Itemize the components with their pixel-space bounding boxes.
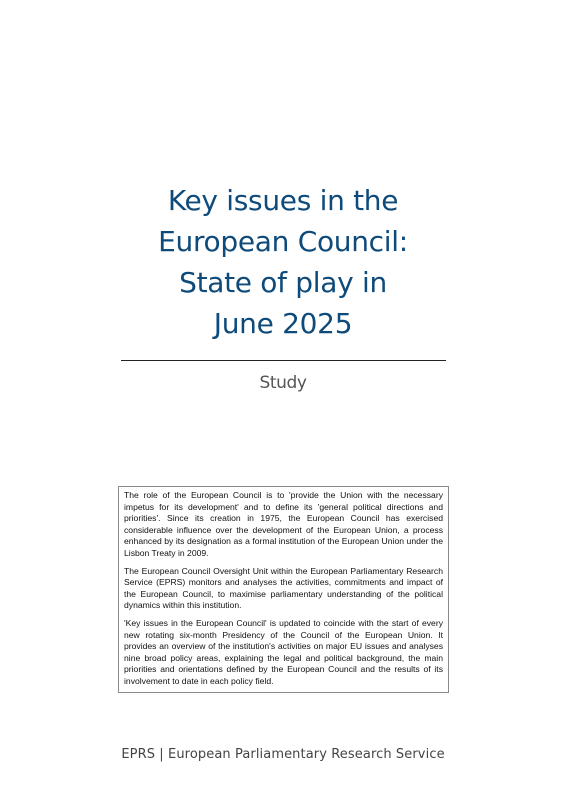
- document-type-label: Study: [259, 373, 307, 393]
- abstract-paragraph: 'Key issues in the European Council' is updated to coincide with the start of every new rotating six-month Presidency of the Council of the European Union. It provides an overview of the institution's activities on major EU issues and analyses nine broad policy areas, explaining the legal and political background, the main priorities and orientations defined by the European Council and the results of its involvement to date in each policy field.: [124, 617, 443, 686]
- document-title: [0, 180, 566, 344]
- title-divider: [121, 360, 446, 361]
- title-line: European Council:: [158, 225, 408, 258]
- publisher-footer: EPRS | European Parliamentary Research Service: [121, 747, 445, 762]
- title-line: Key issues in the: [167, 184, 399, 217]
- abstract-paragraph: The European Council Oversight Unit within the European Parliamentary Research Service (EPRS) monitors and analyses the activities, commitments and impact of the European Council, to maximise parliamentary understanding of the political dynamics within this institution.: [124, 565, 443, 611]
- abstract-box: [118, 486, 449, 693]
- title-line: State of play in: [179, 266, 387, 299]
- abstract-paragraph: The role of the European Council is to 'provide the Union with the necessary impetus for its development' and to define its 'general political directions and priorities'. Since its creation in 1975, the European Council has exercised considerable influence over the development of the European Union, a process enhanced by its designation as a formal institution of the European Union under the Lisbon Treaty in 2009.: [124, 490, 443, 558]
- title-line: June 2025: [213, 307, 353, 340]
